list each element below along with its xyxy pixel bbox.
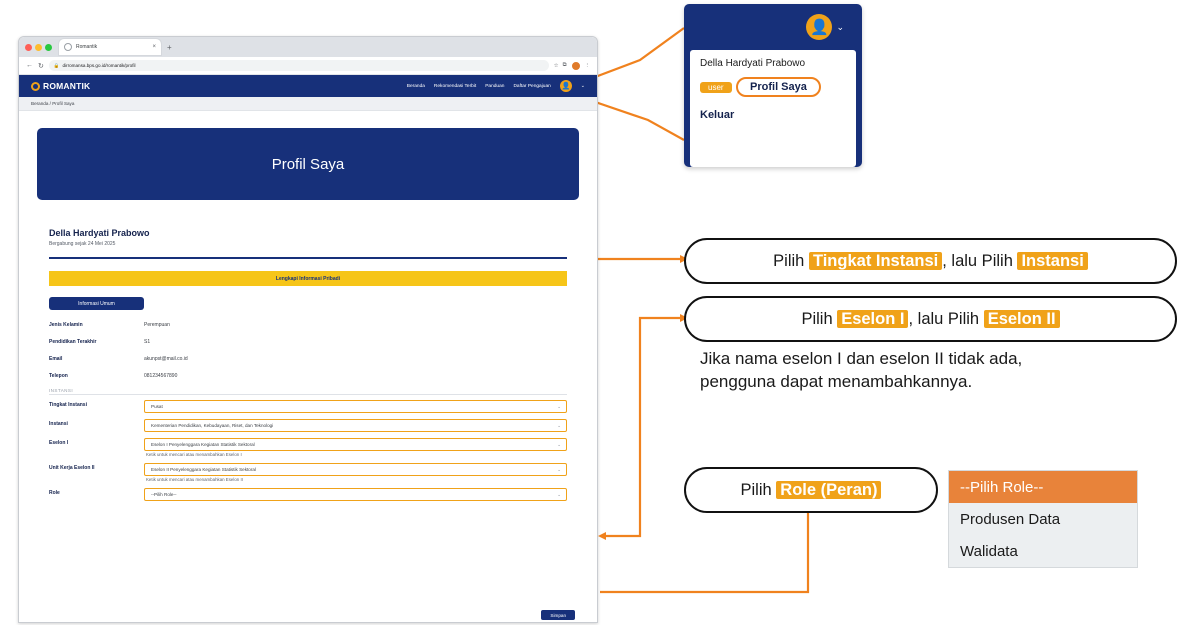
- callout-text-mid: , lalu Pilih: [942, 251, 1018, 270]
- field-tingkat-instansi: [49, 400, 567, 413]
- window-controls[interactable]: [25, 44, 52, 51]
- minimize-window-icon[interactable]: [35, 44, 42, 51]
- chevron-down-icon: ⌄: [557, 403, 561, 409]
- browser-toolbar: [19, 57, 597, 75]
- user-avatar[interactable]: 👤: [560, 80, 572, 92]
- section-header-instansi: INSTANSI: [49, 388, 567, 395]
- nav-item-beranda[interactable]: Beranda: [406, 83, 425, 89]
- romantik-logo-icon: [31, 82, 40, 91]
- role-option-pilih-role[interactable]: --Pilih Role--: [949, 471, 1137, 503]
- callout-text-pre: Pilih: [740, 480, 777, 499]
- new-tab-button[interactable]: +: [167, 42, 172, 52]
- field-telepon: [49, 371, 567, 382]
- field-label: Telepon: [49, 373, 68, 379]
- nav-item-rekomendasi-terbit[interactable]: Rekomendasi Terbit: [433, 83, 477, 89]
- field-value: akunpst@mail.co.id: [144, 356, 188, 362]
- field-label: Email: [49, 356, 63, 362]
- favicon-icon: [64, 43, 72, 51]
- user-menu-header: [684, 4, 862, 50]
- close-tab-icon[interactable]: ×: [152, 44, 156, 50]
- annotation-note-line2: pengguna dapat menambahkannya.: [700, 371, 973, 391]
- select-role[interactable]: [144, 488, 567, 501]
- callout-highlight-2: Instansi: [1017, 252, 1087, 270]
- complete-profile-banner-text: Lengkapi Informasi Pribadi: [275, 275, 341, 282]
- select-value: Eselon I Penyelenggara Kegiatan Statistik Sektoral: [151, 442, 255, 447]
- callout-role: [684, 467, 938, 513]
- field-email: [49, 354, 567, 365]
- address-bar-url: dirromansa.bps.go.id/romantik/profil: [62, 63, 136, 68]
- field-role: [49, 488, 567, 501]
- select-value: Eselon II Penyelenggara Kegiatan Statistik Sektoral: [151, 467, 256, 472]
- chevron-down-icon: ⌄: [557, 466, 561, 472]
- brand-name: ROMANTIK: [43, 81, 91, 91]
- extensions-icon[interactable]: ⧉: [562, 62, 567, 68]
- hint-eselon-1: Ketik untuk mencari atau menambahkan Eselon I: [146, 452, 242, 457]
- browser-tab[interactable]: [59, 39, 161, 55]
- annotation-note-line1: Jika nama eselon I dan eselon II tidak ada,: [700, 349, 1023, 368]
- field-instansi: [49, 419, 567, 432]
- lock-icon: 🔒: [53, 62, 60, 68]
- user-menu-dropdown: [684, 4, 862, 167]
- hint-eselon-2: Ketik untuk mencari atau menambahkan Eselon II: [146, 477, 243, 482]
- field-label: Pendidikan Terakhir: [49, 339, 97, 345]
- page-title-text: Profil Saya: [271, 155, 345, 173]
- menu-item-profil-saya[interactable]: Profil Saya: [736, 77, 821, 97]
- nav-item-panduan[interactable]: Panduan: [485, 83, 505, 89]
- select-value: Pusat: [151, 404, 163, 409]
- toolbar-icons[interactable]: [554, 61, 590, 71]
- chevron-down-icon[interactable]: ⌄: [580, 83, 585, 89]
- user-menu-panel: [690, 50, 856, 167]
- chevron-down-icon: ⌄: [557, 422, 561, 428]
- select-eselon-1[interactable]: [144, 438, 567, 451]
- select-unit-kerja-eselon-2[interactable]: [144, 463, 567, 476]
- field-label: Jenis Kelamin: [49, 322, 83, 328]
- browser-profile-avatar[interactable]: [571, 61, 581, 71]
- role-badge: user: [700, 82, 732, 93]
- select-tingkat-instansi[interactable]: [144, 400, 567, 413]
- bookmark-star-icon[interactable]: ☆: [553, 62, 559, 69]
- chevron-down-icon: ⌄: [557, 441, 561, 447]
- field-value: Perempuan: [144, 322, 170, 328]
- nav-item-daftar-pengajuan[interactable]: Daftar Pengajuan: [513, 83, 551, 89]
- back-icon[interactable]: ←: [26, 62, 33, 69]
- select-value: Kementerian Pendidikan, Kebudayaan, Riset, dan Teknologi: [151, 423, 274, 428]
- browser-menu-icon[interactable]: ⋮: [584, 62, 590, 69]
- field-label: Unit Kerja Eselon II: [49, 465, 95, 471]
- profile-form: [49, 320, 567, 501]
- field-label: Eselon I: [49, 440, 69, 446]
- field-eselon-1: [49, 438, 567, 457]
- main-nav[interactable]: [407, 80, 585, 92]
- chevron-down-icon: ⌄: [557, 491, 561, 497]
- chevron-down-icon[interactable]: ⌄: [836, 21, 844, 32]
- page-title: [37, 128, 579, 200]
- user-menu-name: Della Hardyati Prabowo: [700, 58, 806, 69]
- browser-tab-strip: [19, 37, 597, 57]
- profile-name: Della Hardyati Prabowo: [49, 228, 150, 238]
- callout-highlight-1: Eselon I: [837, 310, 908, 328]
- callout-eselon: [684, 296, 1177, 342]
- callout-text-pre: Pilih: [773, 251, 809, 270]
- breadcrumb: [19, 97, 597, 111]
- field-label: Role: [49, 490, 60, 496]
- annotation-note: [700, 348, 1170, 394]
- address-bar[interactable]: [49, 60, 549, 71]
- field-jenis-kelamin: [49, 320, 567, 331]
- reload-icon[interactable]: ↻: [38, 62, 44, 70]
- field-unit-kerja-eselon-2: [49, 463, 567, 482]
- callout-highlight-1: Role (Peran): [776, 481, 881, 499]
- field-value: 081234567890: [144, 373, 178, 379]
- menu-item-keluar[interactable]: Keluar: [700, 109, 735, 121]
- close-window-icon[interactable]: [25, 44, 32, 51]
- callout-tingkat-instansi: [684, 238, 1177, 284]
- field-label: Instansi: [49, 421, 68, 427]
- role-options-list[interactable]: [948, 470, 1138, 568]
- site-header: [19, 75, 597, 97]
- select-instansi[interactable]: [144, 419, 567, 432]
- callout-text-pre: Pilih: [801, 309, 838, 328]
- maximize-window-icon[interactable]: [45, 44, 52, 51]
- field-label: Tingkat Instansi: [49, 402, 87, 408]
- save-button[interactable]: Simpan: [541, 610, 575, 620]
- role-option-walidata[interactable]: Walidata: [960, 542, 1018, 560]
- profile-joined: Bergabung sejak 24 Mei 2025: [49, 241, 116, 247]
- breadcrumb-text: Beranda / Profil Saya: [31, 101, 75, 106]
- tab-title: Romantik: [76, 44, 98, 50]
- tab-informasi-umum[interactable]: [49, 297, 144, 310]
- callout-text-mid: , lalu Pilih: [908, 309, 984, 328]
- select-value: --Pilih Role--: [151, 492, 177, 497]
- field-value: S1: [144, 339, 151, 345]
- callout-highlight-1: Tingkat Instansi: [809, 252, 942, 270]
- divider: [49, 257, 567, 259]
- avatar[interactable]: 👤: [806, 14, 832, 40]
- callout-highlight-2: Eselon II: [984, 310, 1060, 328]
- browser-window: [18, 36, 598, 623]
- field-pendidikan-terakhir: [49, 337, 567, 348]
- site-logo[interactable]: [31, 81, 90, 91]
- complete-profile-banner: [49, 271, 567, 286]
- tab-informasi-umum-label: Informasi Umum: [78, 300, 115, 307]
- role-option-produsen-data[interactable]: Produsen Data: [960, 510, 1061, 528]
